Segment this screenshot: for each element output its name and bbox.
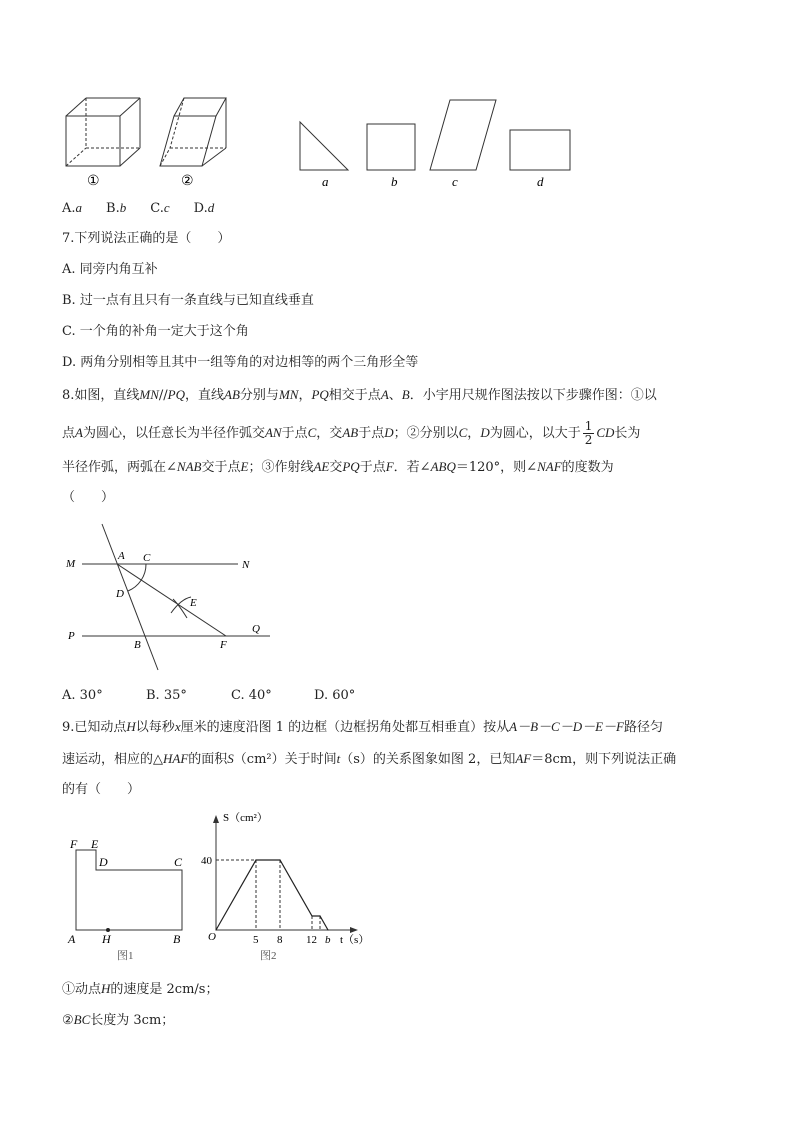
text: // [158,388,168,403]
option-letter: C. [150,201,164,216]
q7-option-b[interactable]: B. 过一点有且只有一条直线与已知直线垂直 [62,293,314,308]
math: PQ [311,387,329,402]
label-b: B [134,639,141,651]
text: 交 [329,460,343,475]
fig-label-a: a [322,174,329,189]
text: 半径作弧，两弧在∠ [62,460,177,475]
label-a: A [68,932,76,946]
q8-option-d[interactable]: D. 60° [314,688,356,703]
q9-line-2 [62,751,676,768]
q9-figure-2 [200,805,375,965]
math: D [384,425,394,440]
q7-option-c[interactable]: C. 一个角的补角一定大于这个角 [62,324,249,339]
label-a: A [118,550,125,562]
fig2-caption: 图2 [260,950,277,962]
rectangle-figure [510,130,570,170]
frame-path [76,850,182,930]
q9-line-1 [62,719,663,736]
math: BC [73,1012,91,1027]
q6-figures [56,90,586,200]
text: ；②分别以 [393,426,459,441]
math: A [75,425,83,440]
chart-ylabel: S（cm²） [223,812,268,824]
fig1-caption: 图1 [117,950,134,962]
text: ；③作射线 [248,460,314,475]
x-tick-label: 5 [253,934,259,946]
text: ①动点 [62,982,102,997]
label-q: Q [252,623,260,635]
q6-option-a[interactable] [62,201,82,216]
text: ＝120°，则∠ [455,460,538,475]
math: AB [342,425,359,440]
math: AN [264,425,282,440]
math: AF [515,751,532,766]
option-value: b [119,200,127,215]
text: 为圆心，以任意长为半径作弧交 [82,426,265,441]
text: 的面积 [188,752,228,767]
math: A－B－C－D－E－F [509,719,624,734]
label-m: M [66,558,76,570]
data-point [327,929,328,930]
label-e: E [190,597,197,609]
option-value: d [207,200,215,215]
label-d: D [99,855,108,869]
text: ， [467,426,481,441]
label-f: F [220,639,227,651]
text: ．小宇用尺规作图法按以下步骤作图：①以 [409,388,657,403]
q6-option-d[interactable] [194,201,215,216]
option-value: a [75,200,83,215]
math: CD [596,425,615,440]
text: （cm²）关于时间 [233,752,337,767]
math: B [401,387,410,402]
text: 9.已知动点 [62,720,127,735]
math: E [240,459,249,474]
q8-line-2 [62,419,640,448]
text: 分别与 [239,388,279,403]
math: F [385,459,394,474]
text: 交于点 [201,460,241,475]
x-tick-label: 8 [277,934,283,946]
text: ，交 [316,426,343,441]
math: HAF [163,751,189,766]
label-c: C [174,855,183,869]
text: 、 [388,388,402,403]
chart-xlabel: t（s） [340,934,370,946]
fig-label-2: ② [181,174,194,189]
fig-label-b: b [391,174,398,189]
label-d: D [116,588,124,600]
label-h: H [102,932,111,946]
text: 长度为 3cm； [90,1013,175,1028]
x-tick-label: 12 [306,934,317,946]
math: A [380,387,389,402]
math: MN [278,387,299,402]
q6-option-b[interactable] [106,201,126,216]
parallelogram-figure [430,100,496,170]
math: t [336,751,341,766]
q8-option-b[interactable]: B. 35° [146,688,187,703]
q7-option-a[interactable]: A. 同旁内角互补 [62,262,158,277]
q8-figure [60,520,280,680]
y-axis-arrow [213,815,219,823]
math: C [307,425,317,440]
math: NAB [176,459,202,474]
math: PQ [342,459,360,474]
option-value: c [163,200,170,215]
text: ， [298,388,312,403]
x-tick-label: b [325,934,331,946]
text: 于点 [358,426,385,441]
text: 8.如图，直线 [62,388,140,403]
data-point [311,915,312,916]
text: 于点 [359,460,386,475]
text: 速运动，相应的△ [62,752,163,767]
data-point [279,859,280,860]
q8-line-1 [62,387,657,404]
chart-origin: O [208,931,216,943]
y-tick-label: 40 [201,855,212,867]
text: 相交于点 [328,388,381,403]
math: AE [313,459,330,474]
q6-options [62,200,214,217]
q9-statement-2 [62,1012,174,1029]
text: ．若∠ [393,460,431,475]
text: 于点 [281,426,308,441]
text: ② [62,1013,74,1028]
text: 长为 [614,426,641,441]
data-point [319,915,320,916]
option-letter: D. [193,201,208,216]
text: 的度数为 [561,460,614,475]
math: MN [139,387,159,402]
option-letter: B. [106,201,120,216]
math: AB [224,387,240,402]
q8-option-c[interactable]: C. 40° [231,688,272,703]
line-ab [102,524,158,670]
math: ABQ [430,459,456,474]
q7-stem: 7.下列说法正确的是（ ） [62,231,231,246]
fraction-numerator: 1 [584,419,593,433]
cube-figure [66,98,140,166]
label-c: C [143,552,151,564]
data-point [255,859,256,860]
q7-option-d[interactable]: D. 两角分别相等且其中一组等角的对边相等的两个三角形全等 [62,355,419,370]
q8-line-3 [62,459,614,476]
math: H [101,981,111,996]
q8-line-4: （ ） [62,490,115,505]
text: 的速度是 2cm/s； [110,982,219,997]
fig-label-1: ① [87,174,100,189]
q9-figure-1 [60,830,200,965]
text: 为圆心，以大于 [489,426,581,441]
q8-options [62,688,355,704]
option-letter: A. [62,201,76,216]
label-f: F [70,837,78,851]
math: C [458,425,468,440]
q9-statement-1 [62,981,218,998]
q8-option-a[interactable]: A. 30° [62,688,103,703]
label-p: P [68,630,75,642]
q9-line-3: 的有（ ） [62,782,141,797]
text: 以每秒 [135,720,175,735]
math: PQ [167,387,186,402]
triangle-figure [300,122,348,170]
text: ＝8cm，则下列说法正确 [531,752,677,767]
x-axis-arrow [350,927,358,933]
math: S [227,751,234,766]
math: D [480,425,490,440]
label-e: E [91,837,99,851]
text: 路径匀 [623,720,663,735]
math: NAF [537,459,562,474]
text: ，直线 [185,388,225,403]
text: （s）的关系图象如图 2，已知 [340,752,516,767]
label-b: B [173,932,181,946]
math: H [126,719,136,734]
q6-option-c[interactable] [150,201,169,216]
math: x [174,719,181,734]
label-n: N [242,559,250,571]
text: 厘米的速度沿图 1 的边框（边框拐角处都互相垂直）按从 [180,720,510,735]
prism-figure [160,98,226,166]
fraction-denominator: 2 [584,433,593,447]
ray-ae [117,564,226,636]
fig-label-d: d [537,174,544,189]
text: 点 [62,426,76,441]
square-figure [367,124,415,170]
series-line-s [216,860,328,930]
fig-label-c: c [452,174,458,189]
fraction-half [583,420,595,447]
